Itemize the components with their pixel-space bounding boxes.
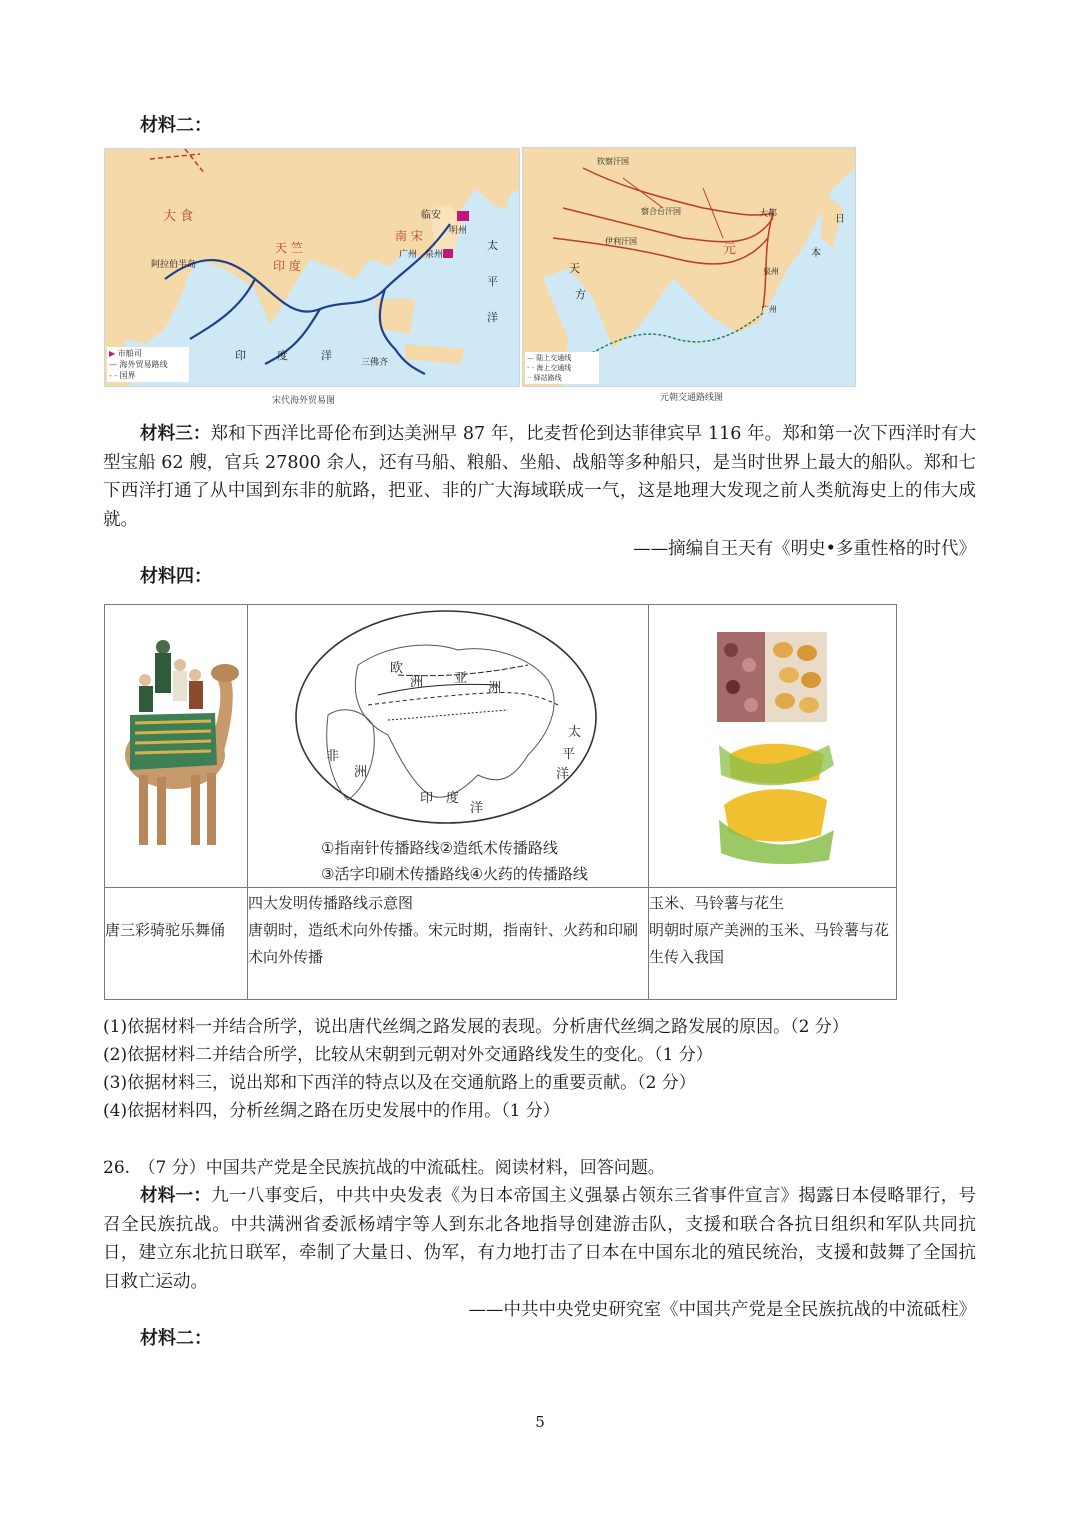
yuan-map-caption: 元朝交通路线图 — [660, 393, 724, 403]
map-label-yang: 洋 — [487, 311, 498, 324]
q26-m1-source: ——中共中央党史研究室《中国共产党是全民族抗战的中流砥柱》 — [468, 1300, 976, 1320]
map-label-ping: 平 — [487, 275, 498, 288]
q26-stem: 26. （7 分）中国共产党是全民族抗战的中流砥柱。阅读材料，回答问题。 — [103, 1158, 665, 1178]
map-label-linan: 临安 — [421, 210, 441, 221]
legend-item: — 陆上交通线 — [527, 354, 572, 362]
q26-material1 — [103, 1182, 976, 1296]
map4-label-ya: 亚 — [454, 671, 468, 686]
map-label-sanfoqi: 三佛齐 — [361, 358, 389, 368]
q26-m1-body: 九一八事变后，中共中央发表《为日本帝国主义强暴占领东三省事件宣言》揭露日本侵略罪行，号召全民族抗战。中共满洲省委派杨靖宇等人到东北各地指导创建游击队，支援和联合各抗日组织和军队共同抗日，建立东北抗日联军，牵制了大量日、伪军，有力地打击了日本在中国东北的殖民统治，支援和鼓舞了全国抗日救亡运动。 — [103, 1186, 977, 1292]
material2-heading: 材料二： — [140, 115, 212, 136]
map-label-tianzhu: 天 竺 — [275, 241, 303, 255]
material3-source: ——摘编自王天有《明史•多重性格的时代》 — [633, 539, 976, 559]
song-map-caption: 宋代海外贸易图 — [272, 396, 336, 406]
crops-title: 玉米、马铃薯与花生 — [649, 894, 785, 912]
legend-item: ·· 驿站路线 — [527, 374, 562, 382]
map-label-yuan-guangzhou: 广州 — [761, 305, 777, 314]
material4-heading: 材料四： — [140, 566, 212, 587]
q26-m1-label: 材料一： — [140, 1186, 212, 1206]
map4-label-fei: 非 — [326, 749, 340, 764]
map-label-yin: 印 — [235, 349, 246, 362]
material3-paragraph — [103, 420, 976, 534]
map-label-dashi: 大 食 — [163, 209, 194, 224]
map-label-ben: 本 — [811, 248, 821, 259]
question-2: (2)依据材料二并结合所学，比较从宋朝到元朝对外交通路线发生的变化。（1 分） — [103, 1045, 713, 1065]
inventions-title: 四大发明传播路线示意图 — [248, 894, 414, 912]
camel-figurine-image — [105, 605, 247, 887]
map4-label-ping: 平 — [562, 747, 576, 762]
legend-item: ▶ 市舶司 — [109, 349, 142, 358]
question-1: (1)依据材料一并结合所学，说出唐代丝绸之路发展的表现。分析唐代丝绸之路发展的原因。（2 分） — [103, 1017, 849, 1037]
inventions-desc: 唐朝时，造纸术向外传播。宋元时期，指南针、火药和印刷术向外传播 — [248, 921, 639, 966]
map-label-guangzhou: 广州 — [399, 250, 418, 260]
map-label-dadu: 大都 — [759, 209, 778, 219]
yuan-map-legend — [525, 352, 599, 384]
map-label-yili: 伊利汗国 — [605, 237, 637, 246]
map-label-mingzhou: 明州 — [449, 226, 468, 236]
question-3: (3)依据材料三，说出郑和下西洋的特点以及在交通航路上的重要贡献。（2 分） — [103, 1073, 696, 1093]
four-inventions-map — [248, 605, 648, 887]
map4-legend-line1: ①指南针传播路线②造纸术传播路线 — [321, 839, 558, 857]
material4-table — [104, 604, 897, 1000]
map4-label-tai: 太 — [568, 725, 582, 740]
map4-legend-line2: ③活字印刷术传播路线④火药的传播路线 — [321, 865, 588, 883]
map4-label-zhou3: 洲 — [354, 765, 368, 780]
map-label-chahetai: 察合台汗国 — [641, 207, 681, 216]
crops-desc: 明朝时原产美洲的玉米、马铃薯与花生传入我国 — [649, 921, 890, 966]
legend-item: - - 国界 — [109, 371, 136, 380]
map4-label-yin: 印 — [420, 791, 434, 806]
map-label-du: 度 — [277, 349, 288, 362]
map4-label-yang2: 洋 — [556, 767, 570, 782]
map-label-quanzhou: 泉州 — [425, 250, 444, 260]
crops-caption — [649, 888, 896, 972]
map-label-india: 印 度 — [273, 259, 301, 273]
camel-caption: 唐三彩骑驼乐舞俑 — [105, 921, 226, 939]
yuan-traffic-map — [522, 147, 856, 387]
map-label-tai: 太 — [487, 239, 498, 252]
map-label-yuan: 元 — [723, 242, 737, 257]
inventions-caption — [248, 888, 648, 972]
legend-item: - - 海上交通线 — [527, 364, 572, 372]
map4-label-du: 度 — [446, 791, 460, 806]
map-label-nansong: 南 宋 — [395, 229, 423, 243]
map-label-tian: 天 — [569, 262, 580, 275]
page-number: 5 — [535, 1413, 545, 1431]
song-map-legend — [107, 347, 189, 382]
material3-label: 材料三： — [140, 424, 211, 444]
legend-item: — 海外贸易路线 — [109, 360, 168, 369]
q26-m2-heading: 材料二： — [140, 1328, 212, 1349]
map-label-yuan-quanzhou: 泉州 — [763, 267, 779, 276]
map4-label-zhou: 洲 — [410, 675, 424, 690]
map-label-qincha: 钦察汗国 — [597, 157, 629, 166]
song-trade-map — [104, 148, 520, 387]
map4-label-ou: 欧 — [390, 661, 404, 676]
material3-body: 郑和下西洋比哥伦布到达美洲早 87 年，比麦哲伦到达菲律宾早 116 年。郑和第一次下西洋时有大型宝船 62 艘，官兵 27800 余人，还有马船、粮船、坐船、战船等多种船只，是当时世界上最大的船队。郑和七下西洋打通了从中国到东非的航路，把亚、非的广大海域联成一气，这是地理大发现之前人类航海史上的伟大成就。 — [103, 424, 977, 530]
map4-label-zhou2: 洲 — [488, 681, 502, 696]
map4-label-yang: 洋 — [470, 801, 484, 816]
question-4: (4)依据材料四，分析丝绸之路在历史发展中的作用。（1 分） — [103, 1101, 560, 1121]
map-label-fang: 方 — [575, 288, 586, 301]
map-label-arabia: 阿拉伯半岛 — [151, 260, 197, 270]
crops-images — [649, 605, 896, 887]
map-label-yang2: 洋 — [321, 349, 332, 362]
map-label-ri: 日 — [835, 214, 845, 225]
